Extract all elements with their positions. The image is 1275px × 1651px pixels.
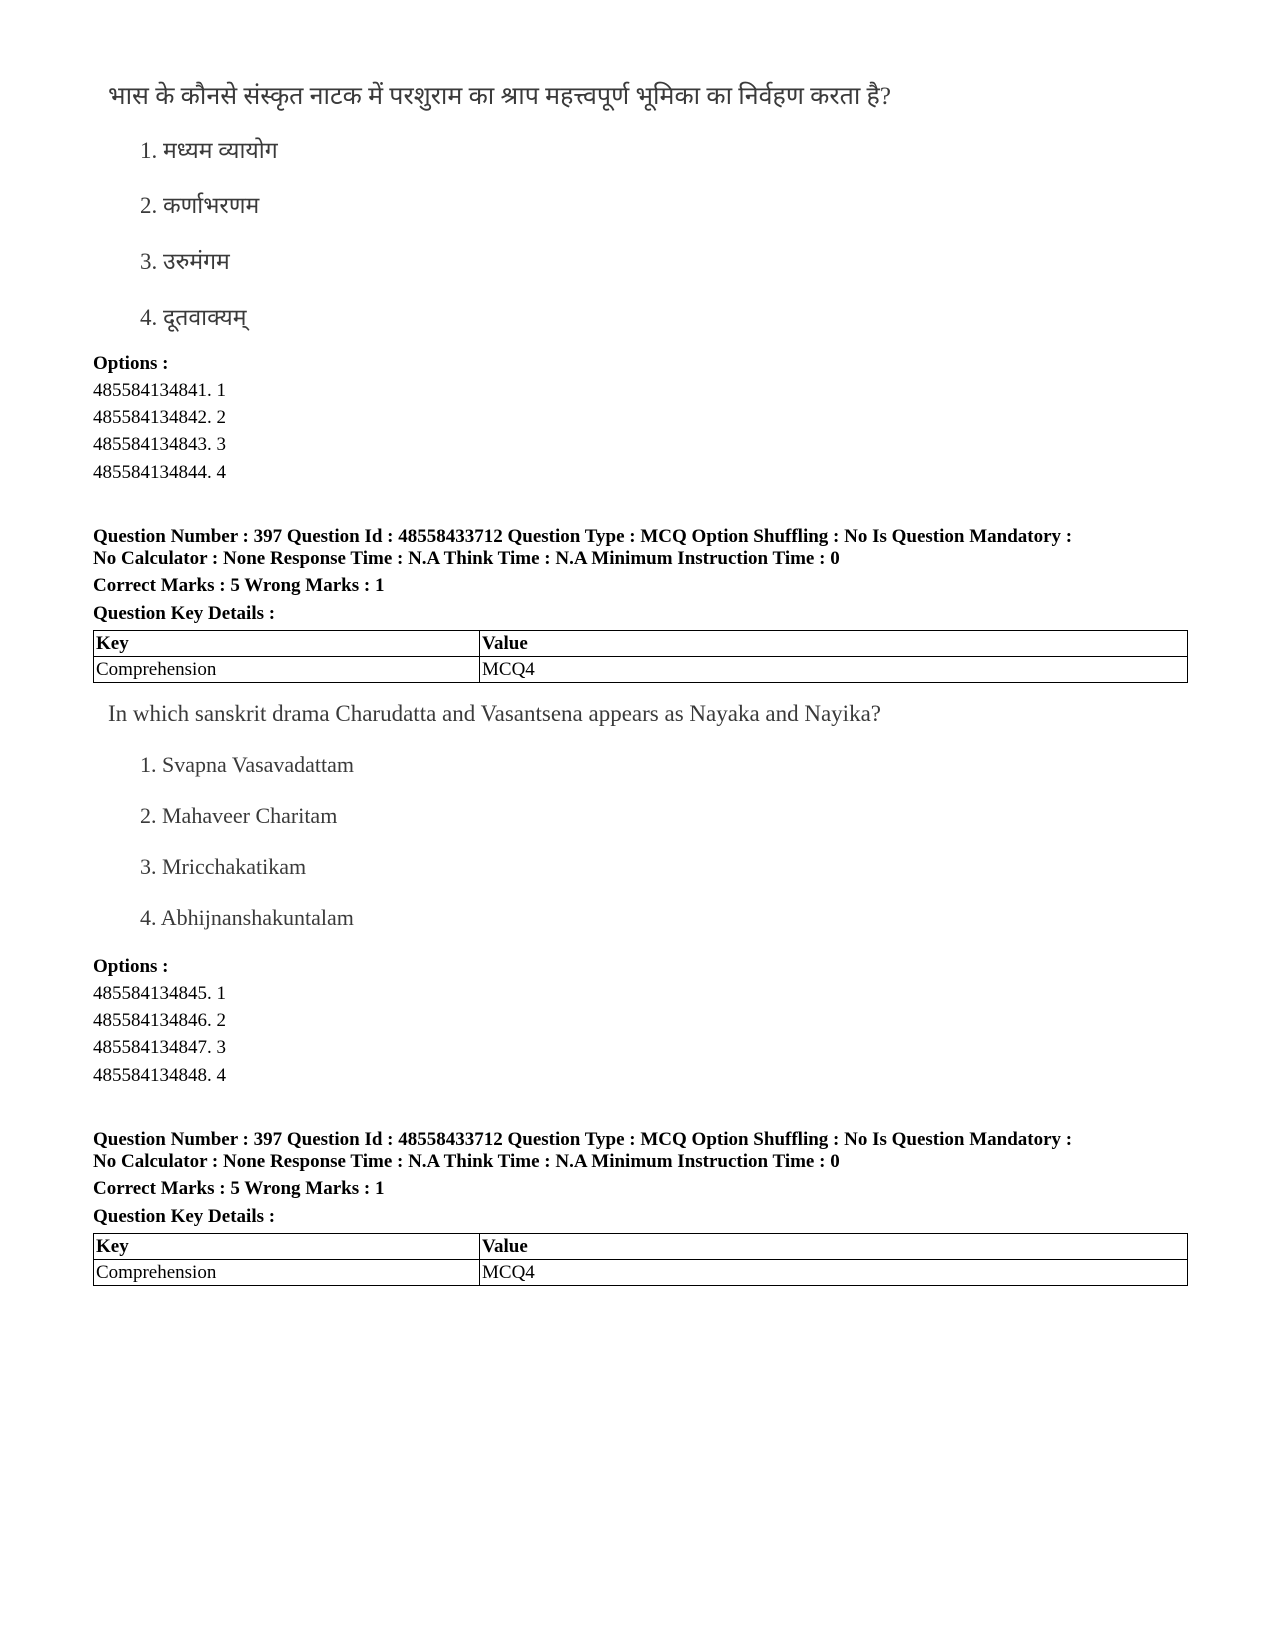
table-header-value: Value: [480, 1234, 1188, 1260]
question-2-text: In which sanskrit drama Charudatta and Vasantsena appears as Nayaka and Nayika?: [108, 701, 881, 726]
question-1-choice-1: 1. मध्यम व्यायोग: [140, 138, 278, 163]
marks-2: Correct Marks : 5 Wrong Marks : 1: [93, 1178, 385, 1199]
table-header-key: Key: [94, 1234, 480, 1260]
question-meta-1-line-2: No Calculator : None Response Time : N.A Think Time : N.A Minimum Instruction Time : 0: [93, 548, 840, 569]
question-meta-2-line-2: No Calculator : None Response Time : N.A Think Time : N.A Minimum Instruction Time : 0: [93, 1151, 840, 1172]
options-label-1: Options :: [93, 353, 169, 374]
question-2-choice-1: 1. Svapna Vasavadattam: [140, 752, 355, 777]
question-meta-2: [93, 1129, 1072, 1173]
key-details-table-2: [93, 1233, 1188, 1286]
option-id-2-2: 485584134846. 2: [93, 1010, 226, 1031]
table-cell-value: MCQ4: [480, 657, 1188, 683]
table-header-value: Value: [480, 631, 1188, 657]
option-id-1-3: 485584134843. 3: [93, 434, 226, 455]
table-header-row: [94, 631, 1188, 657]
question-1-choice-3: 3. उरुमंगम: [140, 249, 230, 274]
option-id-2-3: 485584134847. 3: [93, 1037, 226, 1058]
option-id-2-4: 485584134848. 4: [93, 1065, 226, 1086]
marks-1: Correct Marks : 5 Wrong Marks : 1: [93, 575, 385, 596]
key-details-label-1: Question Key Details :: [93, 603, 276, 624]
question-1: [108, 78, 891, 330]
table-cell-key: Comprehension: [94, 657, 480, 683]
option-id-1-2: 485584134842. 2: [93, 407, 226, 428]
table-cell-key: Comprehension: [94, 1260, 480, 1286]
question-1-text: भास के कौनसे संस्कृत नाटक में परशुराम का श्राप महत्त्वपूर्ण भूमिका का निर्वहण करता है?: [108, 83, 891, 110]
question-1-choice-4: 4. दूतवाक्यम्: [140, 305, 247, 330]
key-details-label-2: Question Key Details :: [93, 1206, 276, 1227]
table-header-key: Key: [94, 631, 480, 657]
option-id-1-1: 485584134841. 1: [93, 380, 226, 401]
key-details-table-1: [93, 630, 1188, 683]
question-2-choice-3: 3. Mricchakatikam: [140, 854, 307, 879]
question-meta-2-line-1: Question Number : 397 Question Id : 48558433712 Question Type : MCQ Option Shuffling : No Is Question Mandatory :: [93, 1129, 1073, 1150]
option-id-2-1: 485584134845. 1: [93, 983, 226, 1004]
option-id-1-4: 485584134844. 4: [93, 462, 226, 483]
table-header-row: [94, 1234, 1188, 1260]
question-2: [108, 701, 881, 930]
question-1-choice-2: 2. कर्णाभरणम: [140, 193, 260, 218]
table-cell-value: MCQ4: [480, 1260, 1188, 1286]
question-meta-1-line-1: Question Number : 397 Question Id : 48558433712 Question Type : MCQ Option Shuffling : No Is Question Mandatory :: [93, 526, 1073, 547]
question-meta-1: [93, 526, 1072, 570]
question-2-choice-4: 4. Abhijnanshakuntalam: [140, 905, 354, 930]
table-row: [94, 1260, 1188, 1286]
table-row: [94, 657, 1188, 683]
options-label-2: Options :: [93, 956, 169, 977]
question-2-choice-2: 2. Mahaveer Charitam: [140, 803, 338, 828]
